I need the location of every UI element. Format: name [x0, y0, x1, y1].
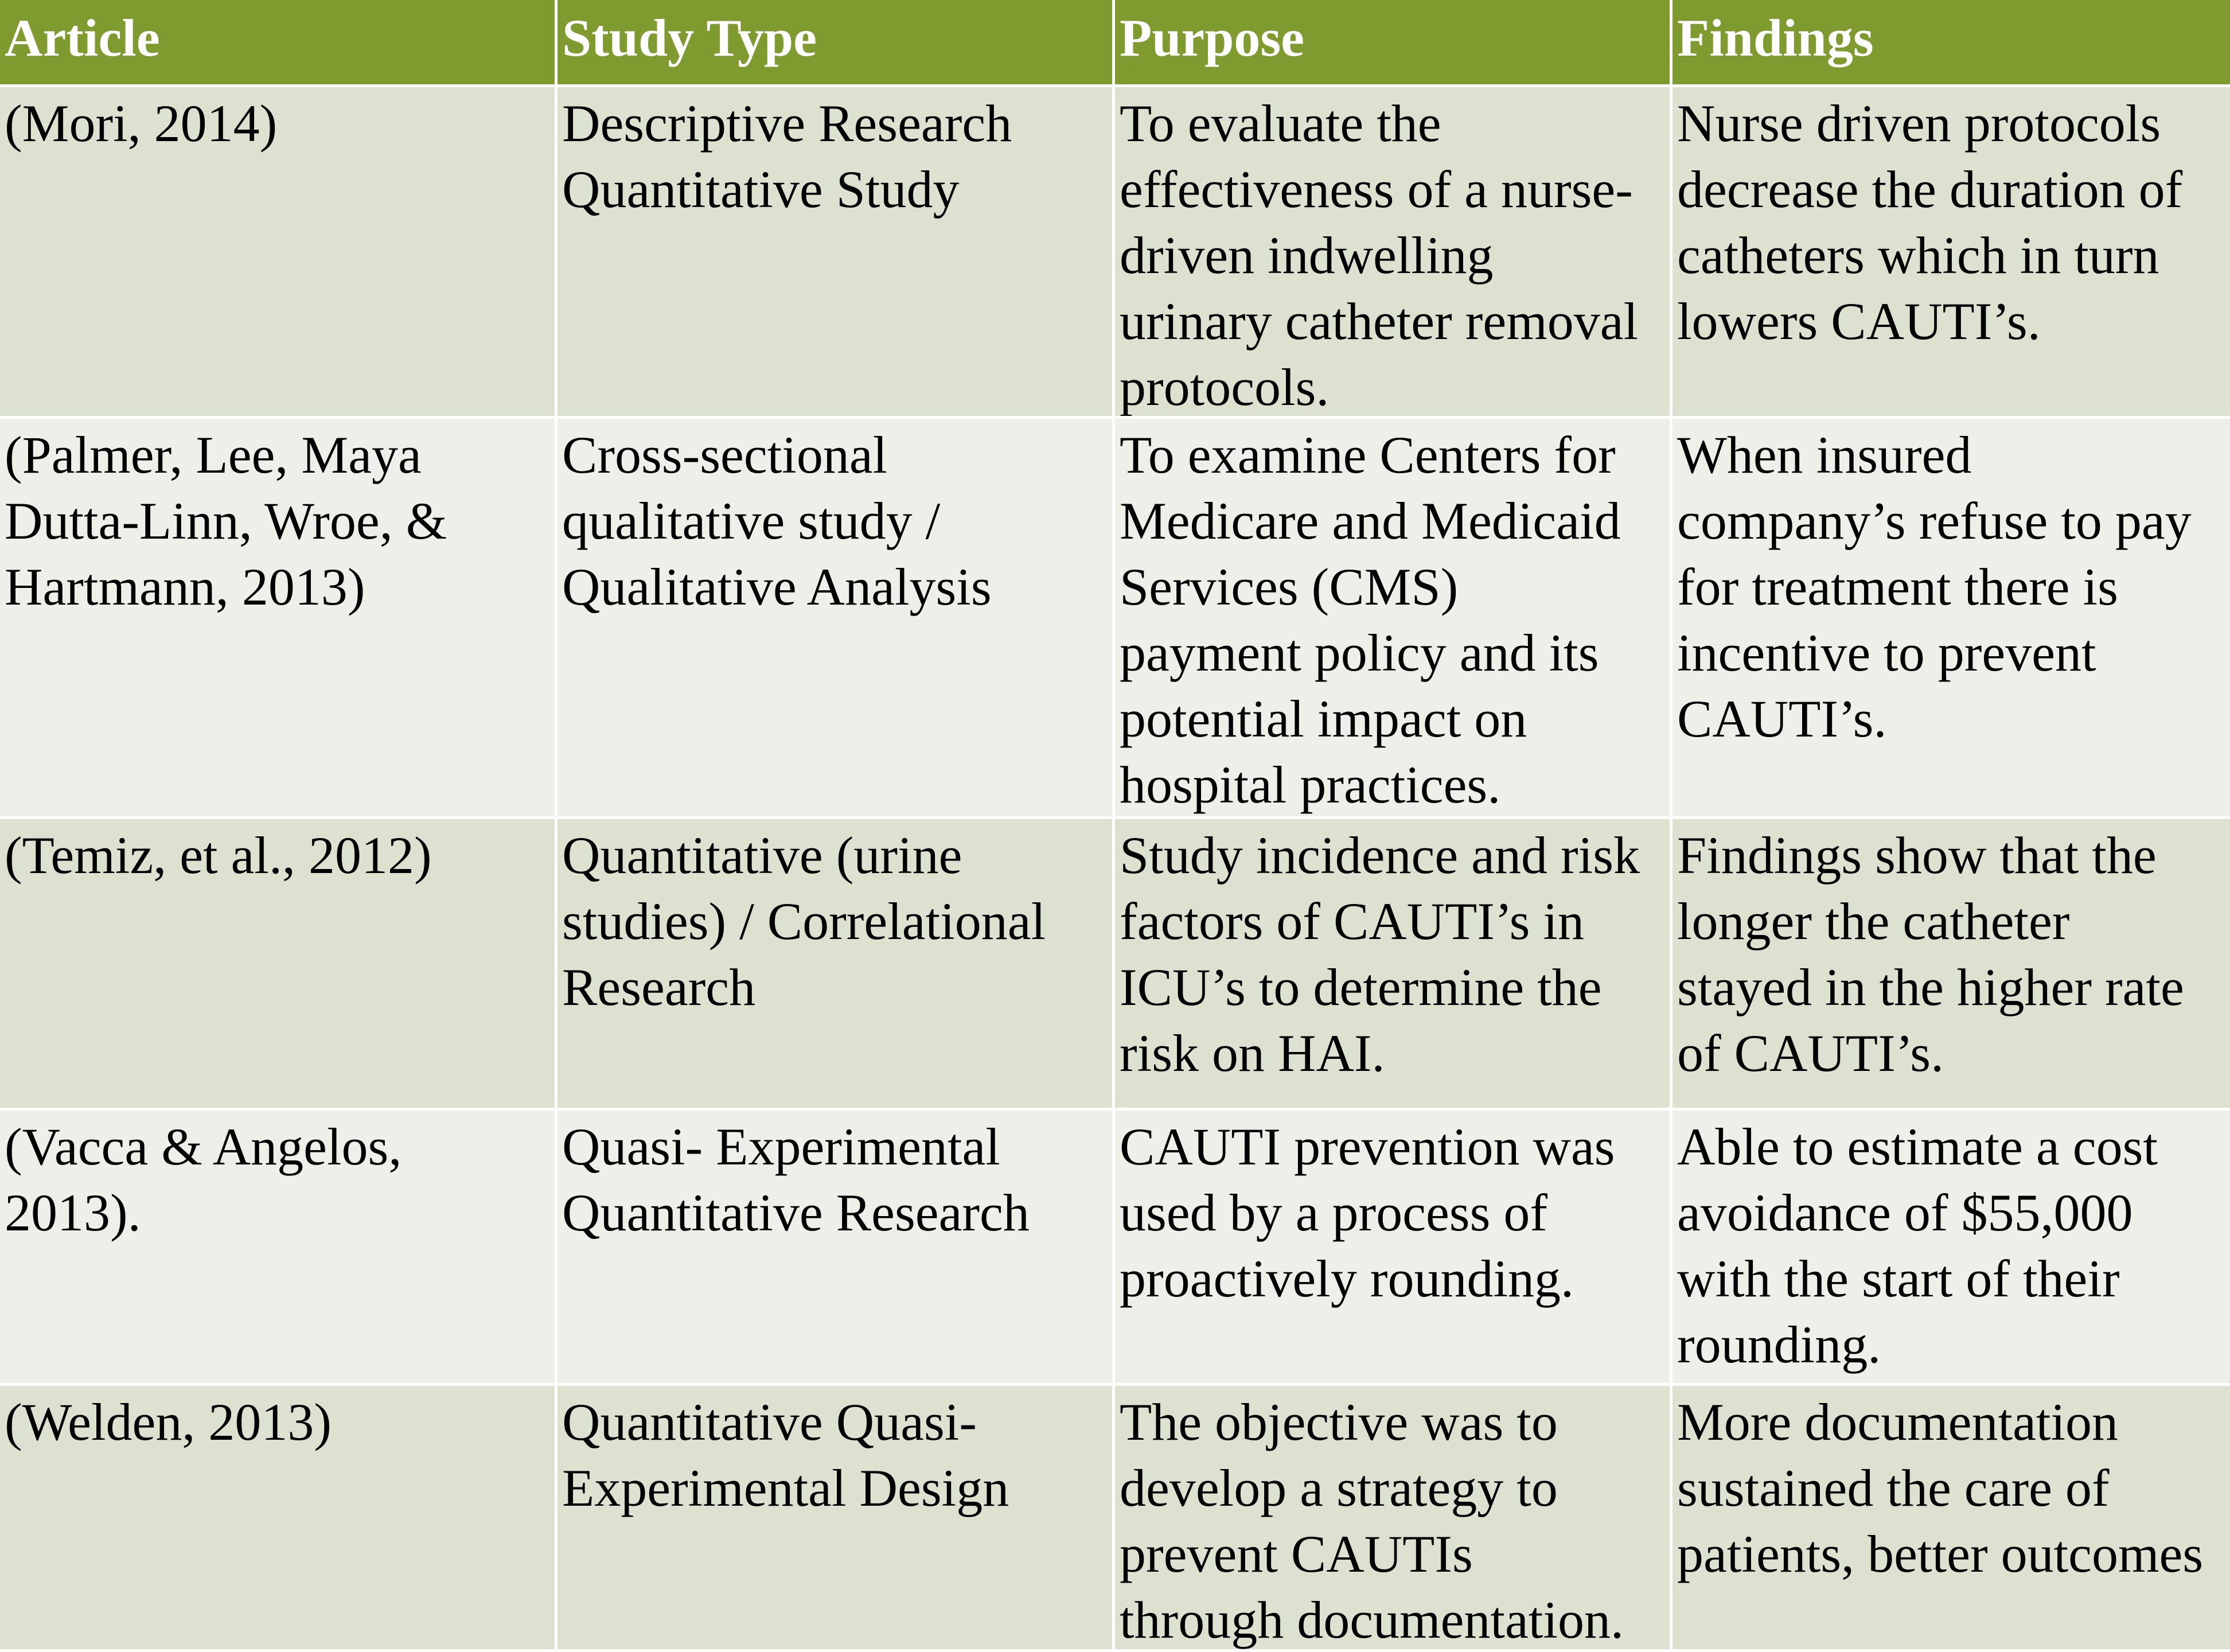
header-purpose: Purpose [1115, 0, 1672, 87]
cell-findings: More documentation sustained the care of patients, better outcomes [1672, 1386, 2230, 1652]
cell-purpose: Study incidence and risk factors of CAUTI’s in ICU’s to determine the risk on HAI. [1115, 819, 1672, 1111]
cell-study-type: Quantitative Quasi- Experimental Design [558, 1386, 1115, 1652]
cell-article: (Mori, 2014) [0, 87, 558, 419]
cell-findings: Nurse driven protocols decrease the duration of catheters which in turn lowers CAUTI’s. [1672, 87, 2230, 419]
cell-article: (Welden, 2013) [0, 1386, 558, 1652]
header-article: Article [0, 0, 558, 87]
cell-findings: When insured company’s refuse to pay for treatment there is incentive to prevent CAUTI’s. [1672, 419, 2230, 819]
cell-study-type: Quantitative (urine studies) / Correlational Research [558, 819, 1115, 1111]
cell-study-type: Quasi- Experimental Quantitative Research [558, 1111, 1115, 1386]
cell-purpose: To evaluate the effectiveness of a nurse- driven indwelling urinary catheter removal protocols. [1115, 87, 1672, 419]
cell-findings: Findings show that the longer the catheter stayed in the higher rate of CAUTI’s. [1672, 819, 2230, 1111]
cell-article: (Palmer, Lee, Maya Dutta-Linn, Wroe, & Hartmann, 2013) [0, 419, 558, 819]
cell-findings: Able to estimate a cost avoidance of $55,000 with the start of their rounding. [1672, 1111, 2230, 1386]
cell-purpose: CAUTI prevention was used by a process of proactively rounding. [1115, 1111, 1672, 1386]
cell-study-type: Descriptive Research Quantitative Study [558, 87, 1115, 419]
cell-purpose: The objective was to develop a strategy to prevent CAUTIs through documentation. [1115, 1386, 1672, 1652]
header-findings: Findings [1672, 0, 2230, 87]
cell-study-type: Cross-sectional qualitative study / Qualitative Analysis [558, 419, 1115, 819]
cell-article: (Temiz, et al., 2012) [0, 819, 558, 1111]
cell-article: (Vacca & Angelos, 2013). [0, 1111, 558, 1386]
header-study-type: Study Type [558, 0, 1115, 87]
cell-purpose: To examine Centers for Medicare and Medicaid Services (CMS) payment policy and its potential impact on hospital practices. [1115, 419, 1672, 819]
